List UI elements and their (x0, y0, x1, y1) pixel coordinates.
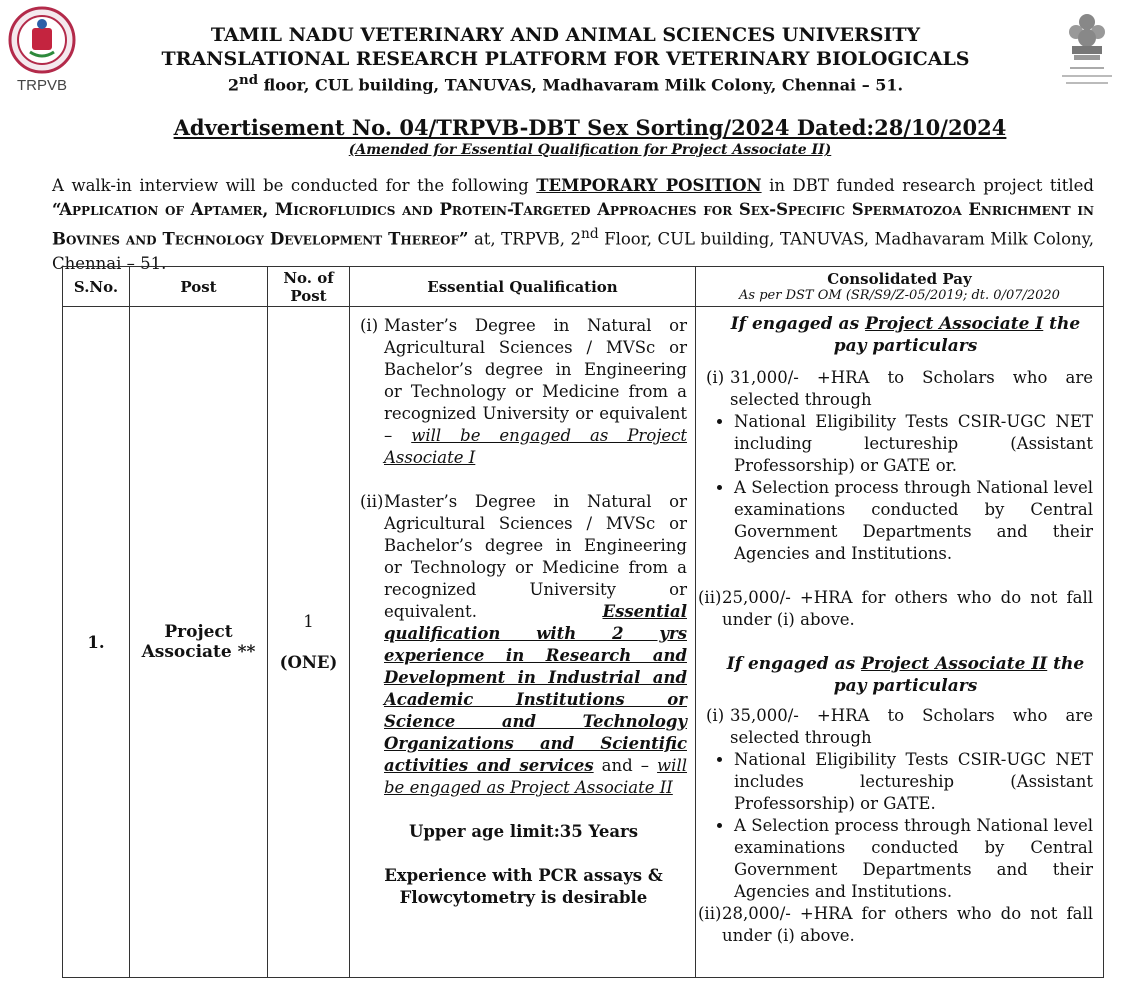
table-row (63, 307, 1104, 978)
project-title: “Application of Aptamer, Microfluidics and Protein-Targeted Approaches for Sex-Specific Spermatozoa Enrichment in Bovines and Technology Development Thereof” (52, 200, 1094, 249)
pay2-bullets (698, 749, 1093, 903)
pay2-ii: (ii) 28,000/- +HRA for others who do not fall under (i) above. (698, 904, 1093, 945)
header-pay: Consolidated Pay As per DST OM (SR/S9/Z-05/2019; dt. 0/07/2020 (696, 267, 1104, 307)
pay2-bullet: • National Eligibility Tests CSIR-UGC NET includes lectureship (Assistant Professorship) or GATE. (734, 749, 1093, 815)
pay-title-pa1: If engaged as Project Associate I the pay particulars (730, 314, 1081, 356)
desirable-experience: Experience with PCR assays & Flowcytometry is desirable (384, 866, 663, 907)
pay1-bullet: • A Selection process through National level examinations conducted by Central Government Departments and their Agencies and Institutions. (734, 477, 1093, 565)
pay1-bullet: • National Eligibility Tests CSIR-UGC NET including lectureship (Assistant Professorship) or GATE or. (734, 411, 1093, 477)
advertisement-title: Advertisement No. 04/TRPVB-DBT Sex Sorting/2024 Dated:28/10/2024 (173, 115, 1007, 140)
header-post: Post (130, 267, 268, 307)
header-qualification: Essential Qualification (350, 267, 696, 307)
pay1-i: (i) 31,000/- +HRA to Scholars who are selected through (706, 368, 1093, 409)
pay2-bullet: • A Selection process through National level examinations conducted by Central Government Departments and their Agencies and Institutions. (734, 815, 1093, 903)
address: 2nd floor, CUL building, TANUVAS, Madhavaram Milk Colony, Chennai – 51. (227, 72, 904, 95)
age-limit: Upper age limit:35 Years (408, 822, 639, 841)
university-name: TAMIL NADU VETERINARY AND ANIMAL SCIENCES UNIVERSITY (210, 24, 921, 46)
qualification-i: (i) Master’s Degree in Natural or Agricultural Sciences / MVSc or Bachelor’s degree in Engineering or Technology or Medicine from a recognized University or equivalent – will be engaged as Project Associate I (360, 316, 688, 467)
table-header-row (63, 267, 1104, 307)
position-type: TEMPORARY POSITION (536, 176, 762, 195)
amendment-note: (Amended for Essential Qualification for Project Associate II) (348, 142, 832, 158)
platform-name: TRANSLATIONAL RESEARCH PLATFORM FOR VETERINARY BIOLOGICALS (161, 48, 970, 70)
pay1-bullets (698, 411, 1093, 565)
header-sno: S.No. (63, 267, 130, 307)
row-sno: 1. (63, 307, 130, 978)
qualification-ii: (ii) Master’s Degree in Natural or Agricultural Sciences / MVSc or Bachelor’s degree in Engineering or Technology or Medicine from a recognized University or equivalent. Essential qualification with 2 yrs experience in Research and Development in Industrial and Academic Institutions or Science and Technology Organizations and Scientific activities and services and – will be engaged as Project Associate II (360, 492, 688, 797)
pay-cell (696, 307, 1104, 978)
positions-table (62, 266, 1104, 978)
intro-paragraph: A walk-in interview will be conducted for the following TEMPORARY POSITION in DBT funded research project titled “Application of Aptamer, Microfluidics and Protein-Targeted Approaches for Sex-Specific Spermatozoa Enrichment in Bovines and Technology Development Thereof” at, TRPVB, 2nd Floor, CUL building, TANUVAS, Madhavaram Milk Colony, Chennai – 51. (52, 176, 1095, 273)
qualification-cell (350, 307, 696, 978)
header-no-of-post: No. of Post (268, 267, 350, 307)
pay-reference: As per DST OM (SR/S9/Z-05/2019; dt. 0/07/2020 (739, 288, 1060, 303)
pay1-ii: (ii) 25,000/- +HRA for others who do not fall under (i) above. (698, 588, 1093, 629)
row-post: Project Associate ** (130, 307, 268, 978)
pay-title-pa2: If engaged as Project Associate II the pay particulars (726, 654, 1085, 696)
pay2-i: (i) 35,000/- +HRA to Scholars who are selected through (706, 706, 1093, 747)
row-no-of-post: 1 (ONE) (268, 307, 350, 978)
logo-left-text: TRPVB (16, 77, 68, 94)
